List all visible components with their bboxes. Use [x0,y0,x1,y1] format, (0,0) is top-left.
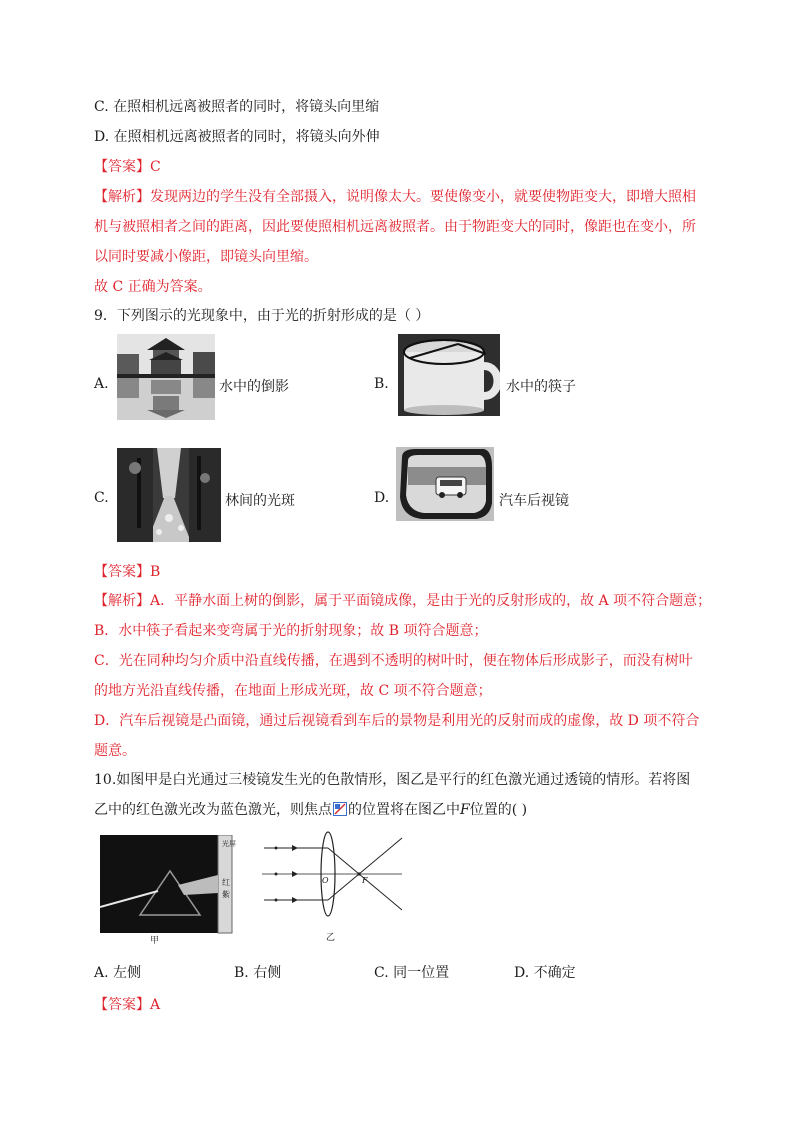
q9-option-b-caption: 水中的筷子 [506,379,576,395]
focus-point-icon [333,802,347,816]
q10-option-a: A. 左侧 [94,965,142,981]
q9-option-b-letter: B. [374,376,389,392]
q9-answer: 【答案】B [94,564,161,580]
q8-conclusion: 故 C 正确为答案。 [94,279,212,295]
convex-lens-figure [262,830,412,945]
q9-analysis-line2: B．水中筷子看起来变弯属于光的折射现象；故 B 项符合题意； [94,623,488,639]
yi-caption: 乙 [326,933,336,943]
q9-option-a-caption: 水中的倒影 [219,379,289,395]
q10-option-d: D. 不确定 [514,965,576,981]
q10-stem-line1: 10.如图甲是白光通过三棱镜发生光的色散情形，图乙是平行的红色激光通过透镜的情形。若将图 [94,772,691,788]
q9-option-c-caption: 林间的光斑 [225,493,295,509]
q8-analysis-line3: 以同时要减小像距，即镜头向里缩。 [94,249,318,265]
q9-option-d-letter: D. [374,490,390,506]
q8-analysis-line2: 机与被照相者之间的距离，因此要使照相机远离被照者。由于物距变大的同时，像距也在变小，所 [94,219,696,235]
q10-stem-line2 [94,800,527,820]
q9-analysis-line3: C．光在同种均匀介质中沿直线传播，在遇到不透明的树叶时，便在物体后形成影子，而没有树叶 [94,653,693,669]
q9-stem: 9．下列图示的光现象中，由于光的折射形成的是（ ） [94,308,430,324]
chopsticks-in-water-image [398,334,500,416]
jia-purple-label: 紫 [222,890,230,899]
q9-analysis-line1: 【解析】A．平静水面上树的倒影，属于平面镜成像，是由于光的反射形成的，故 A 项不符合题意； [94,593,712,609]
q10-option-c: C. 同一位置 [374,965,450,981]
forest-light-spots-image [117,448,221,542]
pagoda-reflection-image [117,334,215,420]
yi-f-label: F [362,876,368,885]
rearview-mirror-image [396,447,494,521]
q10-stem-f: F [460,802,470,818]
jia-caption: 甲 [150,936,160,946]
q10-stem-line2-b: 的位置将在图乙中 [348,802,460,818]
q10-stem-line2-a: 乙中的红色激光改为蓝色激光，则焦点 [94,802,332,818]
q9-option-a-letter: A. [94,376,109,392]
q8-answer: 【答案】C [94,159,161,175]
jia-red-label: 红 [222,878,230,887]
q9-option-c-letter: C. [94,490,109,506]
q8-option-c: C. 在照相机远离被照者的同时，将镜头向里缩 [94,99,380,115]
jia-screen-label: 光屏 [222,840,236,848]
yi-o-label: O [322,876,329,885]
q10-option-b: B. 右侧 [234,965,282,981]
q10-stem-line2-c: 位置的( ) [469,802,528,818]
q8-analysis-line1: 【解析】发现两边的学生没有全部摄入，说明像太大。要使像变小，就要使物距变大，即增大照相 [94,189,696,205]
q10-answer: 【答案】A [94,997,161,1013]
prism-dispersion-figure [100,835,240,945]
q9-option-d-caption: 汽车后视镜 [499,493,569,509]
q9-analysis-line6: 题意。 [94,743,136,759]
q8-option-d: D. 在照相机远离被照者的同时，将镜头向外伸 [94,129,380,145]
q9-analysis-line5: D．汽车后视镜是凸面镜，通过后视镜看到车后的景物是利用光的反射而成的虚像，故 D 项不符合 [94,713,700,729]
q9-analysis-line4: 的地方光沿直线传播，在地面上形成光斑，故 C 项不符合题意； [94,683,492,699]
